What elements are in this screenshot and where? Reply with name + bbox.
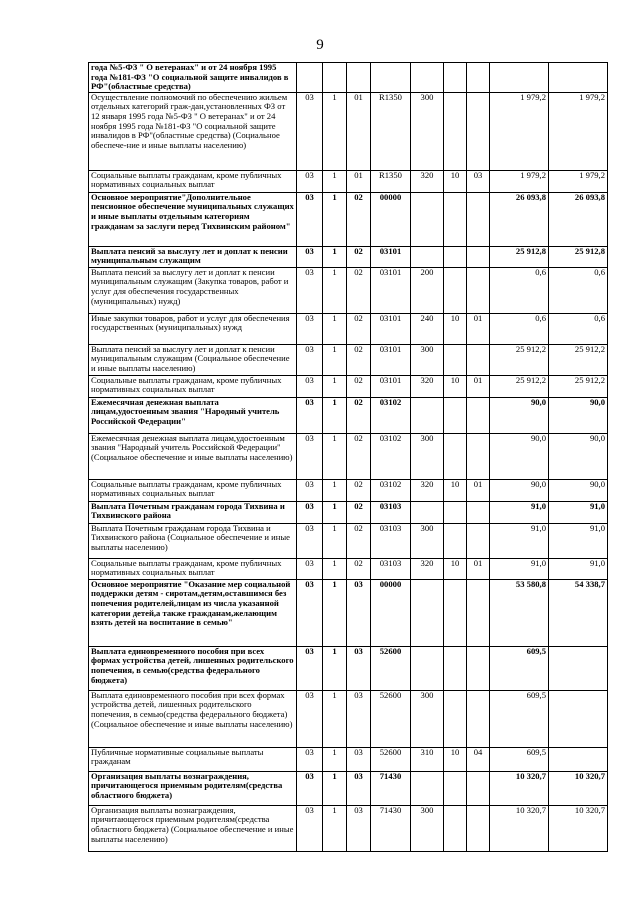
table-row (89, 579, 608, 646)
cell-program (297, 63, 323, 93)
cell-section: 10 (444, 313, 467, 344)
cell-event: 03 (347, 747, 371, 771)
cell-amount-2: 91,0 (549, 523, 608, 558)
cell-subprogram: 1 (323, 192, 347, 246)
table-row (89, 747, 608, 771)
row-name: Социальные выплаты гражданам, кроме публичных нормативных социальных выплат (89, 170, 297, 192)
row-name: Осуществление полномочий по обеспечению жильем отдельных категорий граж-дан,установленных ФЗ от 12 января 1995 года №5-ФЗ " О ветеранах" и от 24 ноября 1995 года №181-ФЗ "О социальной защите инвалидов в РФ"(областные средства) (Социальное обеспече-ние и иные выплаты населению) (89, 92, 297, 170)
row-name: Социальные выплаты гражданам, кроме публичных нормативных социальных выплат (89, 558, 297, 579)
cell-subprogram: 1 (323, 646, 347, 690)
cell-event: 03 (347, 690, 371, 747)
cell-expense-type: 320 (411, 479, 444, 501)
row-name: Иные закупки товаров, работ и услуг для обеспечения государственных (муниципальных) нужд (89, 313, 297, 344)
row-name: Организация выплаты вознаграждения, причитающегося приемным родителям(средства областного бюджета) (89, 771, 297, 805)
row-name: Выплата пенсий за выслугу лет и доплат к пенсии муниципальным служащим (Закупка товаров, работ и услуг для обеспечения государственных (муниципальных) нужд) (89, 267, 297, 313)
cell-subprogram: 1 (323, 558, 347, 579)
row-name: Социальные выплаты гражданам, кроме публичных нормативных социальных выплат (89, 375, 297, 397)
cell-subprogram: 1 (323, 579, 347, 646)
cell-direction: 03101 (371, 313, 411, 344)
cell-event: 02 (347, 523, 371, 558)
cell-amount-1: 609,5 (490, 690, 549, 747)
cell-expense-type (411, 646, 444, 690)
cell-section (444, 397, 467, 433)
cell-program: 03 (297, 397, 323, 433)
cell-amount-2 (549, 747, 608, 771)
cell-subprogram: 1 (323, 690, 347, 747)
cell-direction: 52600 (371, 747, 411, 771)
cell-program: 03 (297, 646, 323, 690)
cell-program: 03 (297, 690, 323, 747)
cell-amount-2: 91,0 (549, 501, 608, 523)
table-row (89, 92, 608, 170)
cell-amount-1: 90,0 (490, 433, 549, 479)
cell-subsection (467, 246, 490, 267)
cell-amount-2 (549, 646, 608, 690)
cell-subprogram: 1 (323, 313, 347, 344)
table-row (89, 170, 608, 192)
row-name: Выплата единовременного пособия при всех формах устройства детей, лишенных родительского попечения, в семью(средства федерального бюджета) (89, 646, 297, 690)
table-row (89, 433, 608, 479)
cell-event: 02 (347, 479, 371, 501)
table-body (89, 63, 608, 852)
cell-direction: 52600 (371, 646, 411, 690)
cell-program: 03 (297, 344, 323, 375)
cell-subsection (467, 690, 490, 747)
cell-expense-type: 240 (411, 313, 444, 344)
cell-direction: 03103 (371, 523, 411, 558)
cell-amount-1: 10 320,7 (490, 805, 549, 851)
cell-expense-type (411, 63, 444, 93)
cell-amount-1: 25 912,8 (490, 246, 549, 267)
table-row (89, 479, 608, 501)
cell-subsection (467, 805, 490, 851)
table-row (89, 246, 608, 267)
cell-subsection (467, 92, 490, 170)
cell-program: 03 (297, 170, 323, 192)
page-number: 9 (316, 37, 324, 53)
cell-direction: 03101 (371, 344, 411, 375)
cell-direction: 03103 (371, 558, 411, 579)
cell-expense-type: 300 (411, 805, 444, 851)
cell-program: 03 (297, 479, 323, 501)
row-name: Выплата пенсий за выслугу лет и доплат к пенсии муниципальным служащим (89, 246, 297, 267)
cell-expense-type (411, 501, 444, 523)
table-row (89, 523, 608, 558)
cell-event: 02 (347, 313, 371, 344)
table-row (89, 63, 608, 93)
row-name: Выплата Почетным гражданам города Тихвина и Тихвинского района (Социальное обеспечение и иные выплаты населению) (89, 523, 297, 558)
cell-amount-1: 0,6 (490, 267, 549, 313)
cell-amount-2: 25 912,2 (549, 344, 608, 375)
cell-program: 03 (297, 433, 323, 479)
cell-direction (371, 63, 411, 93)
cell-expense-type: 320 (411, 170, 444, 192)
cell-amount-2: 25 912,8 (549, 246, 608, 267)
cell-program: 03 (297, 92, 323, 170)
cell-program: 03 (297, 375, 323, 397)
cell-amount-1: 91,0 (490, 501, 549, 523)
cell-direction: 03101 (371, 267, 411, 313)
cell-subsection (467, 344, 490, 375)
cell-subprogram: 1 (323, 523, 347, 558)
cell-program: 03 (297, 579, 323, 646)
cell-amount-1: 91,0 (490, 523, 549, 558)
cell-section (444, 92, 467, 170)
cell-program: 03 (297, 246, 323, 267)
table-row (89, 646, 608, 690)
cell-subprogram (323, 63, 347, 93)
cell-amount-1: 90,0 (490, 479, 549, 501)
cell-subsection: 04 (467, 747, 490, 771)
cell-section (444, 690, 467, 747)
cell-section: 10 (444, 558, 467, 579)
row-name: Ежемесячная денежная выплата лицам,удостоенным звания "Народный учитель Российской Федерации" (89, 397, 297, 433)
cell-expense-type (411, 246, 444, 267)
cell-program: 03 (297, 267, 323, 313)
cell-amount-2: 0,6 (549, 267, 608, 313)
cell-amount-1: 25 912,2 (490, 344, 549, 375)
cell-section (444, 523, 467, 558)
row-name: Выплата Почетным гражданам города Тихвина и Тихвинского района (89, 501, 297, 523)
budget-table (88, 62, 608, 852)
cell-subprogram: 1 (323, 170, 347, 192)
cell-direction: 03102 (371, 397, 411, 433)
cell-event: 02 (347, 397, 371, 433)
cell-subprogram: 1 (323, 397, 347, 433)
cell-direction: 03101 (371, 375, 411, 397)
cell-section (444, 579, 467, 646)
cell-expense-type: 310 (411, 747, 444, 771)
cell-expense-type: 300 (411, 433, 444, 479)
table-row (89, 192, 608, 246)
cell-subprogram: 1 (323, 344, 347, 375)
cell-direction: 52600 (371, 690, 411, 747)
cell-amount-1 (490, 63, 549, 93)
cell-subsection (467, 771, 490, 805)
cell-event (347, 63, 371, 93)
cell-subprogram: 1 (323, 267, 347, 313)
cell-amount-2 (549, 690, 608, 747)
row-name: Социальные выплаты гражданам, кроме публичных нормативных социальных выплат (89, 479, 297, 501)
table-row (89, 771, 608, 805)
cell-program: 03 (297, 805, 323, 851)
cell-event: 02 (347, 267, 371, 313)
cell-program: 03 (297, 192, 323, 246)
row-name: Выплата единовременного пособия при всех формах устройства детей, лишенных родительского попечения, в семью(средства федерального бюджета) (Социальное обеспечение и иные выплаты населению) (89, 690, 297, 747)
cell-program: 03 (297, 771, 323, 805)
cell-subprogram: 1 (323, 246, 347, 267)
cell-amount-2: 1 979,2 (549, 170, 608, 192)
cell-section (444, 246, 467, 267)
cell-amount-2: 91,0 (549, 558, 608, 579)
cell-section: 10 (444, 170, 467, 192)
cell-amount-2 (549, 63, 608, 93)
cell-expense-type (411, 579, 444, 646)
cell-event: 01 (347, 170, 371, 192)
cell-amount-1: 609,5 (490, 646, 549, 690)
cell-event: 02 (347, 501, 371, 523)
cell-subprogram: 1 (323, 771, 347, 805)
cell-subsection: 01 (467, 479, 490, 501)
cell-subprogram: 1 (323, 433, 347, 479)
table-row (89, 690, 608, 747)
cell-expense-type (411, 397, 444, 433)
cell-subprogram: 1 (323, 747, 347, 771)
cell-subsection (467, 646, 490, 690)
cell-direction: 71430 (371, 771, 411, 805)
table-row (89, 501, 608, 523)
row-name: Организация выплаты вознаграждения, причитающегося приемным родителям(средства областного бюджета) (Социальное обеспечение и иные выплаты населению) (89, 805, 297, 851)
cell-event: 02 (347, 433, 371, 479)
cell-subsection: 03 (467, 170, 490, 192)
cell-expense-type (411, 192, 444, 246)
row-name: Основное мероприятие "Оказание мер социальной поддержки детям - сиротам,детям,оставшимся без попечения родителей,лицам из числа указанной категории детей,а также гражданам,желающим взять детей на воспитание в семью" (89, 579, 297, 646)
cell-event: 02 (347, 246, 371, 267)
cell-expense-type: 300 (411, 523, 444, 558)
cell-subsection (467, 63, 490, 93)
cell-expense-type: 320 (411, 375, 444, 397)
cell-amount-1: 26 093,8 (490, 192, 549, 246)
cell-amount-1: 25 912,2 (490, 375, 549, 397)
cell-direction: R1350 (371, 170, 411, 192)
cell-amount-2: 0,6 (549, 313, 608, 344)
cell-amount-2: 26 093,8 (549, 192, 608, 246)
cell-amount-1: 1 979,2 (490, 92, 549, 170)
row-name: года №5-ФЗ " О ветеранах" и от 24 ноября 1995 года №181-ФЗ "О социальной защите инвалидов в РФ"(областные средства) (89, 63, 297, 93)
cell-event: 01 (347, 92, 371, 170)
cell-subprogram: 1 (323, 479, 347, 501)
cell-subprogram: 1 (323, 92, 347, 170)
cell-section: 10 (444, 747, 467, 771)
row-name: Ежемесячная денежная выплата лицам,удостоенным звания "Народный учитель Российской Федерации" (Социальное обеспечение и иные выплаты населению) (89, 433, 297, 479)
cell-expense-type (411, 771, 444, 805)
row-name: Выплата пенсий за выслугу лет и доплат к пенсии муниципальным служащим (Социальное обеспечение и иные выплаты населению) (89, 344, 297, 375)
cell-event: 03 (347, 646, 371, 690)
cell-subsection (467, 267, 490, 313)
cell-subsection (467, 579, 490, 646)
cell-subsection: 01 (467, 375, 490, 397)
cell-subprogram: 1 (323, 805, 347, 851)
cell-amount-1: 0,6 (490, 313, 549, 344)
cell-section (444, 433, 467, 479)
row-name: Основное мероприятие"Дополнительное пенсионное обеспечение муниципальных служащих и иные выплаты отдельным категориям гражданам за заслуги перед Тихвинским районом" (89, 192, 297, 246)
cell-subsection (467, 397, 490, 433)
cell-expense-type: 320 (411, 558, 444, 579)
cell-direction: 00000 (371, 579, 411, 646)
cell-subsection: 01 (467, 558, 490, 579)
cell-subsection (467, 192, 490, 246)
cell-amount-1: 53 580,8 (490, 579, 549, 646)
cell-event: 02 (347, 344, 371, 375)
cell-section (444, 267, 467, 313)
cell-program: 03 (297, 313, 323, 344)
cell-direction: 03103 (371, 501, 411, 523)
table-row (89, 805, 608, 851)
table-row (89, 344, 608, 375)
cell-amount-1: 609,5 (490, 747, 549, 771)
cell-amount-1: 90,0 (490, 397, 549, 433)
cell-section (444, 646, 467, 690)
cell-amount-2: 90,0 (549, 433, 608, 479)
cell-section (444, 805, 467, 851)
cell-section (444, 501, 467, 523)
table-row (89, 267, 608, 313)
cell-amount-2: 90,0 (549, 397, 608, 433)
cell-direction: 00000 (371, 192, 411, 246)
table-row (89, 313, 608, 344)
cell-section (444, 192, 467, 246)
cell-amount-2: 1 979,2 (549, 92, 608, 170)
cell-subsection (467, 523, 490, 558)
cell-section (444, 344, 467, 375)
cell-amount-1: 10 320,7 (490, 771, 549, 805)
cell-expense-type: 200 (411, 267, 444, 313)
cell-event: 02 (347, 558, 371, 579)
cell-subsection (467, 433, 490, 479)
cell-amount-2: 90,0 (549, 479, 608, 501)
cell-program: 03 (297, 501, 323, 523)
cell-amount-1: 1 979,2 (490, 170, 549, 192)
cell-program: 03 (297, 523, 323, 558)
cell-expense-type: 300 (411, 344, 444, 375)
cell-event: 02 (347, 375, 371, 397)
cell-subprogram: 1 (323, 375, 347, 397)
cell-section (444, 771, 467, 805)
cell-subsection (467, 501, 490, 523)
cell-event: 03 (347, 805, 371, 851)
cell-direction: 03102 (371, 479, 411, 501)
table-row (89, 375, 608, 397)
cell-expense-type: 300 (411, 690, 444, 747)
cell-subsection: 01 (467, 313, 490, 344)
cell-section: 10 (444, 479, 467, 501)
row-name: Публичные нормативные социальные выплаты гражданам (89, 747, 297, 771)
cell-direction: 03101 (371, 246, 411, 267)
cell-event: 02 (347, 192, 371, 246)
cell-program: 03 (297, 558, 323, 579)
cell-amount-2: 10 320,7 (549, 805, 608, 851)
cell-amount-2: 54 338,7 (549, 579, 608, 646)
cell-direction: 71430 (371, 805, 411, 851)
cell-direction: R1350 (371, 92, 411, 170)
cell-section (444, 63, 467, 93)
cell-amount-1: 91,0 (490, 558, 549, 579)
cell-subprogram: 1 (323, 501, 347, 523)
cell-event: 03 (347, 579, 371, 646)
cell-amount-2: 10 320,7 (549, 771, 608, 805)
table-row (89, 558, 608, 579)
cell-direction: 03102 (371, 433, 411, 479)
cell-amount-2: 25 912,2 (549, 375, 608, 397)
cell-program: 03 (297, 747, 323, 771)
cell-expense-type: 300 (411, 92, 444, 170)
cell-event: 03 (347, 771, 371, 805)
cell-section: 10 (444, 375, 467, 397)
table-row (89, 397, 608, 433)
